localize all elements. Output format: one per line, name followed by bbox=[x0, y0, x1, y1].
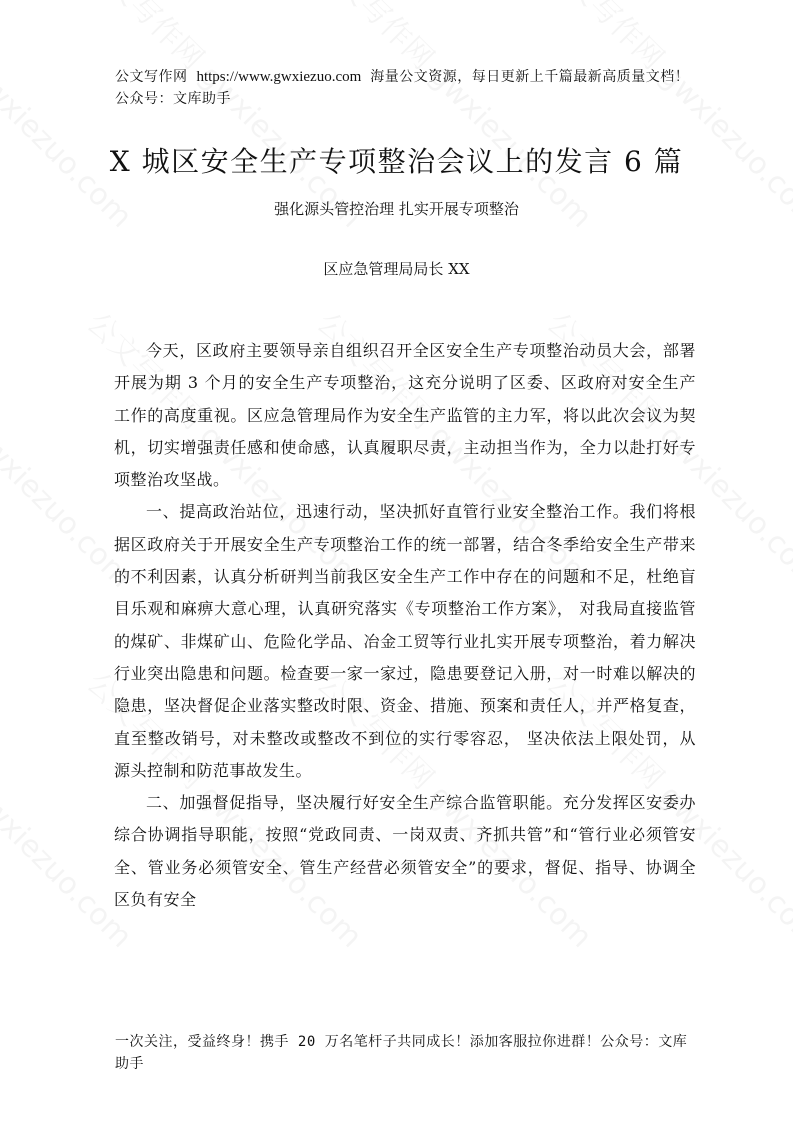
header-prefix: 公文写作网 bbox=[115, 69, 197, 85]
footer-note: 一次关注，受益终身！携手 20 万名笔杆子共同成长！添加客服拉你进群！公众号：文库助手 bbox=[115, 1034, 688, 1072]
page-title: X 城区安全生产专项整治会议上的发言 6 篇 bbox=[109, 145, 684, 178]
header-suffix: 海量公文资源，每日更新上千篇最新高质量文档！ 公众号：文库助手 bbox=[115, 69, 690, 107]
header-note bbox=[115, 66, 695, 110]
author-line: 区应急管理局局长 XX bbox=[323, 260, 470, 278]
paragraph-section-1: 一、提高政治站位，迅速行动，坚决抓好直管行业安全整治工作。我们将根据区政府关于开展安全生产专项整治工作的统一部署，结合冬季给安全生产带来的不利因素，认真分析研判当前我区安全生产工作中存在的问题和不足，杜绝盲目乐观和麻痹大意心理，认真研究落实《专项整治工作方案》， 对我局直接监管的煤矿、非煤矿山、危险化学品、冶金工贸等行业扎实开展专项整治，着力解决行业突出隐患和问题。检查要一家一家过，隐患要登记入册，对一时难以解决的隐患，坚决督促企业落实整改时限、资金、措施、预案和责任人，并严格复查，直至整改销号，对未整改或整改不到位的实行零容忍， 坚决依法上限处罚，从源头控制和防范事故发生。 bbox=[114, 502, 696, 780]
header-url[interactable]: https://www.gwxiezuo.com bbox=[196, 69, 362, 85]
paragraph-intro: 今天，区政府主要领导亲自组织召开全区安全生产专项整治动员大会，部署开展为期 3 个月的安全生产专项整治，这充分说明了区委、区政府对安全生产工作的高度重视。区应急管理局作为安全生产监管的主力军，将以此次会议为契机，切实增强责任感和使命感，认真履职尽责，主动担当作为，全力以赴打好专项整治攻坚战。 bbox=[114, 341, 696, 490]
paragraph-section-2: 二、加强督促指导，坚决履行好安全生产综合监管职能。充分发挥区安委办综合协调指导职能，按照“党政同责、一岗双责、齐抓共管”和“管行业必须管安全、管业务必须管安全、管生产经营必须管安全”的要求，督促、指导、协调全区负有安全 bbox=[114, 793, 696, 910]
page-subtitle: 强化源头管控治理 扎实开展专项整治 bbox=[274, 200, 519, 218]
body-text bbox=[114, 335, 696, 916]
